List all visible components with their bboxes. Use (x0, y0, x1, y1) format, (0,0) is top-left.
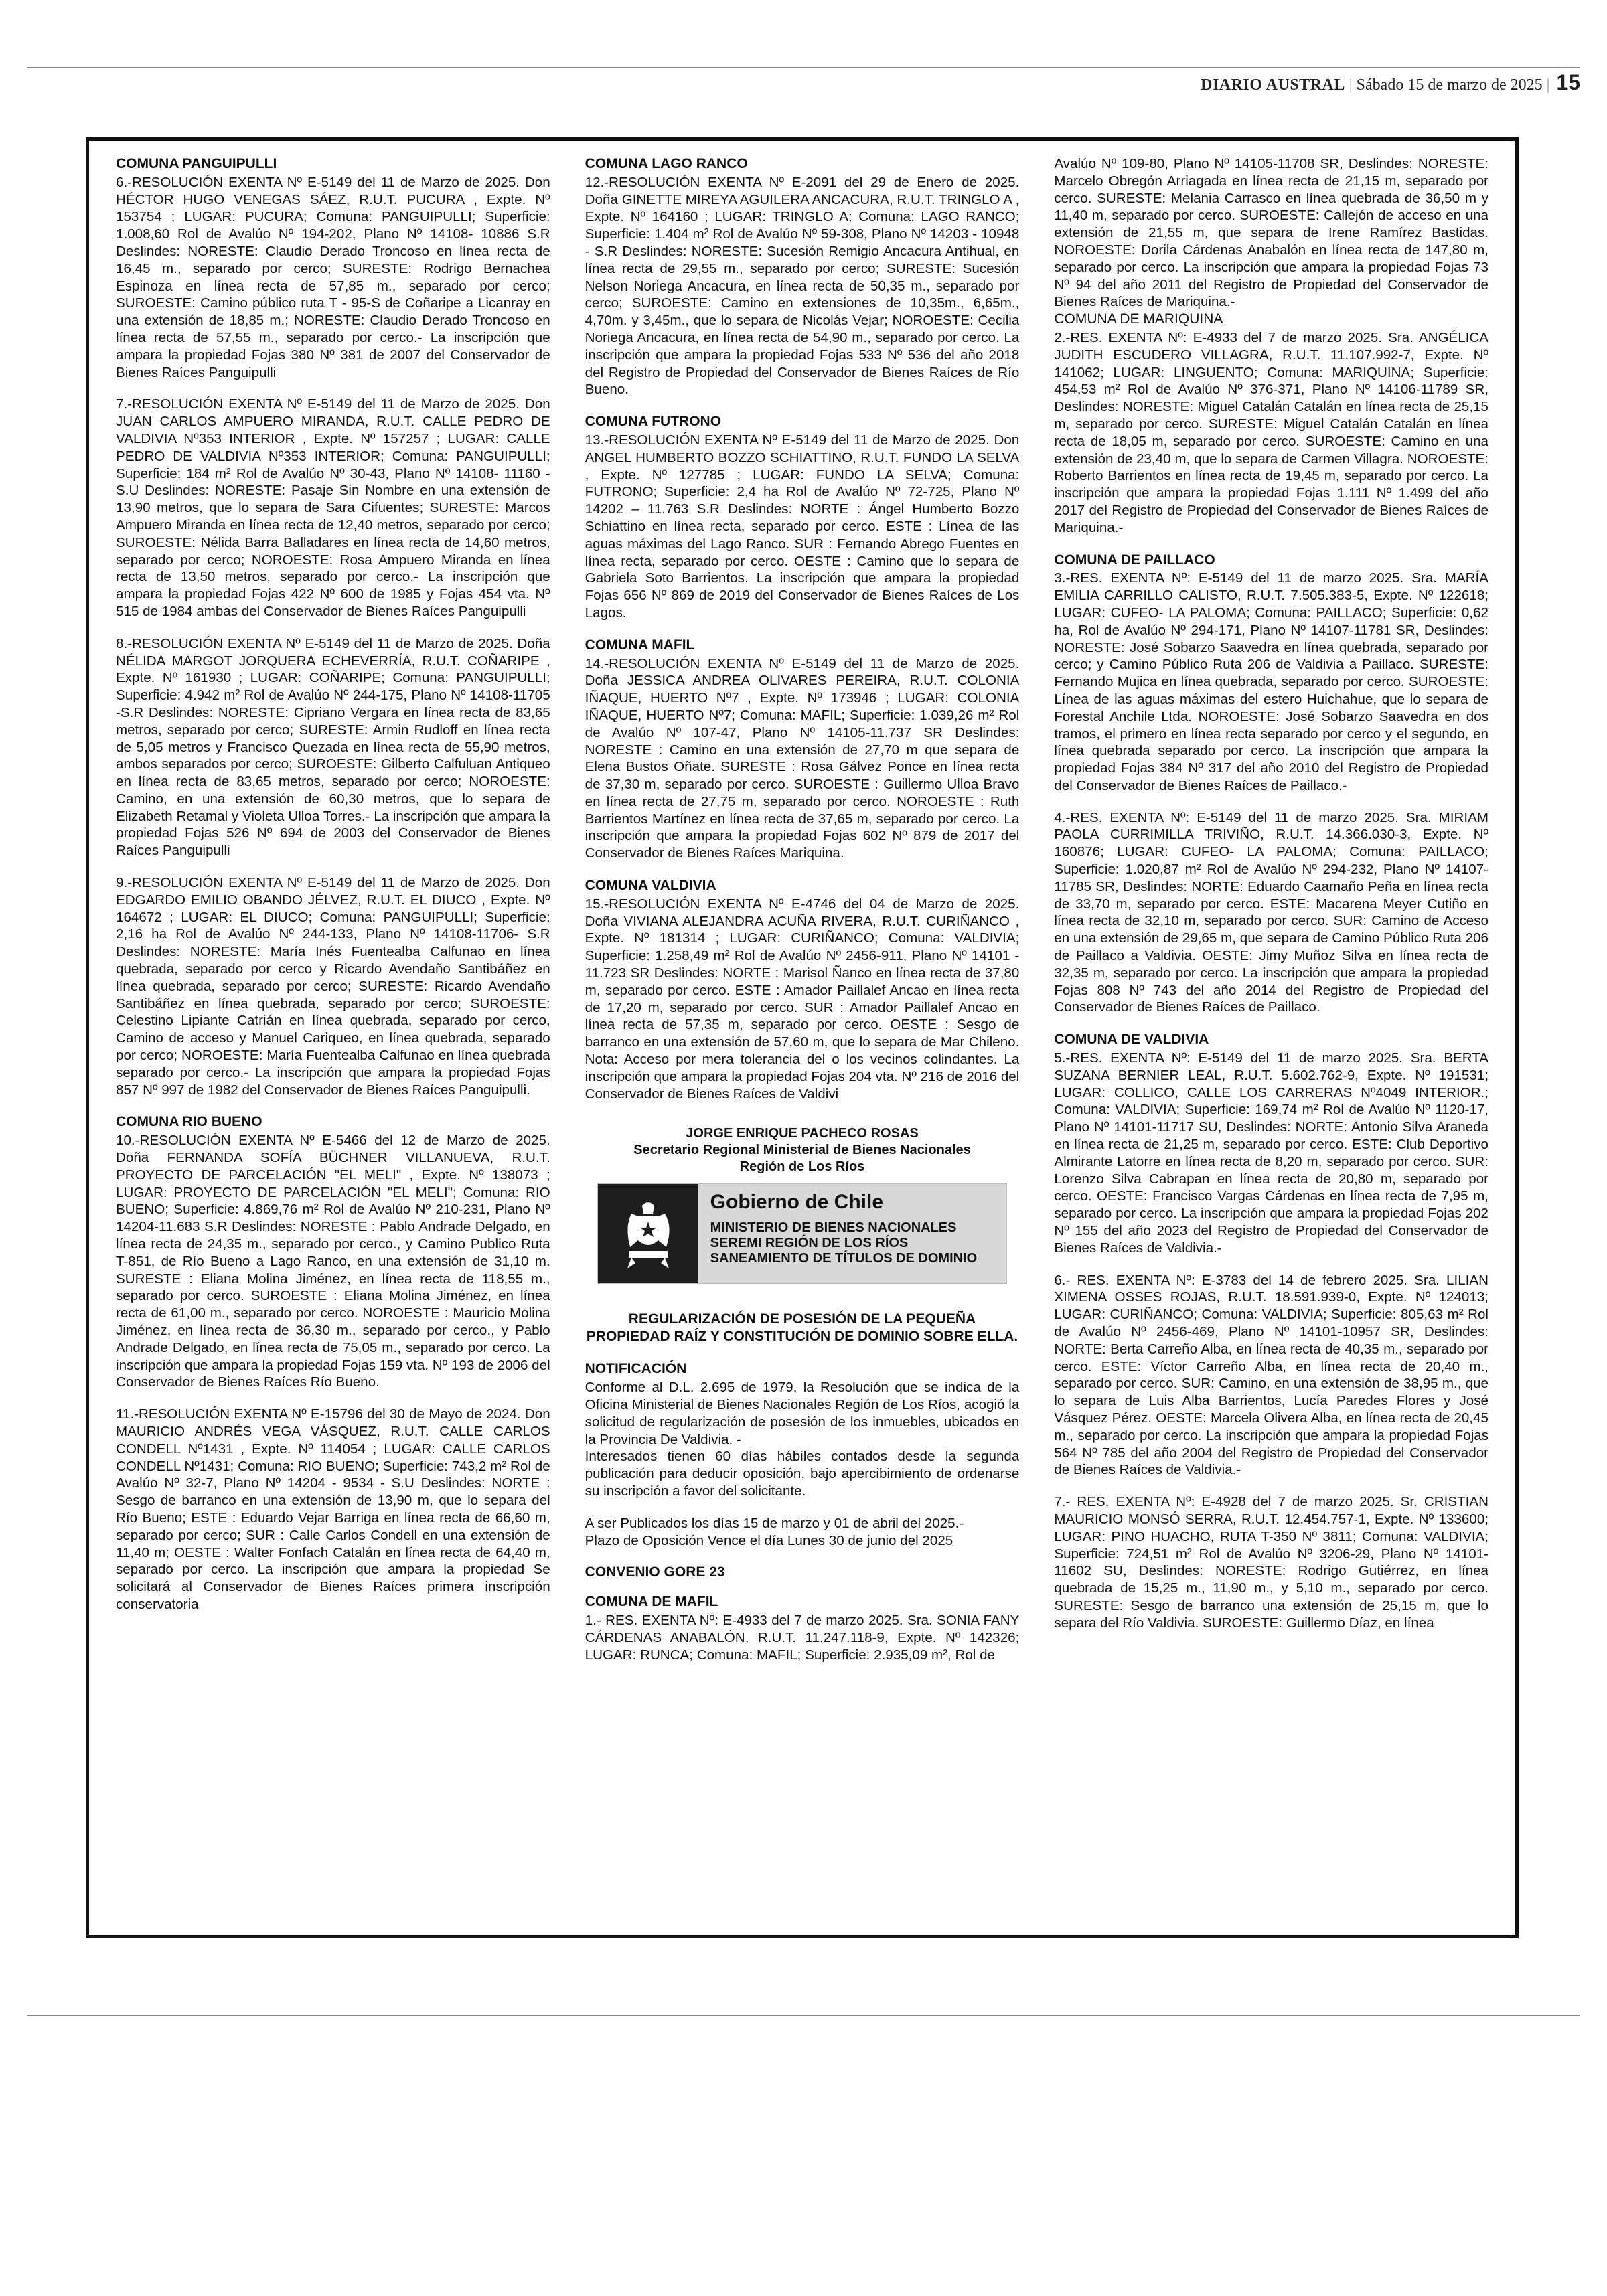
notification-heading: NOTIFICACIÓN (585, 1361, 687, 1377)
program-name: SANEAMIENTO DE TÍTULOS DE DOMINIO (710, 1251, 978, 1266)
notification-text: Conforme al D.L. 2.695 de 1979, la Resolución que se indica de la Oficina Ministerial de Bienes Nacionales Región de Los Ríos, acogió la solicitud de regularización de posesión de los inmuebles, ubicados en la Provincia De Valdivia. - (585, 1380, 1020, 1447)
notice-entry: 7.-RESOLUCIÓN EXENTA Nº E-5149 del 11 de Marzo de 2025. Don JUAN CARLOS AMPUERO MIRANDA, R.U.T. CALLE PEDRO DE VALDIVIA Nº353 INTERIOR , Expte. Nº 157257 ; LUGAR: CALLE PEDRO DE VALDIVIA Nº353 INTERIOR; Comuna: PANGUIPULLI; Superficie: 184 m² Rol de Avalúo Nº 30-43, Plano Nº 14108- 11160 -S.U Deslindes: NORESTE: Pasaje Sin Nombre en una extensión de 13,90 metros, que lo separa de Sara Cifuentes; SURESTE: Marcos Ampuero Miranda en línea recta de 12,40 metros, separado por cerco; SUROESTE: Nélida Barra Balladares en línea recta de 14,60 metros, separado por cerco; NOROESTE: Rosa Ampuero Miranda en línea recta de 13,50 metros, separado por cerco.- La inscripción que ampara la propiedad Fojas 422 Nº 600 de 1985 y Fojas 454 vta. Nº 515 de 1984 ambas del Conservador de Bienes Raíces Panguipulli (116, 396, 550, 619)
notice-entry: 14.-RESOLUCIÓN EXENTA Nº E-5149 del 11 de Marzo de 2025. Doña JESSICA ANDREA OLIVARES PEREIRA, R.U.T. COLONIA IÑAQUE, HUERTO Nº7 , Expte. Nº 173946 ; LUGAR: COLONIA IÑAQUE, HUERTO Nº7; Comuna: MAFIL; Superficie: 1.039,26 m² Rol de Avalúo Nº 107-47, Plano Nº 14105-11.737 SR Deslindes: NORESTE : Camino en una extensión de 27,70 m que separa de Elena Bustos Oñate. SURESTE : Rosa Gálvez Ponce en línea recta de 37,30 m, separado por cerco. SUROESTE : Guillermo Ulloa Bravo en línea recta de 27,75 m, separado por cerco. NOROESTE : Ruth Barrientos Martínez en línea recta de 37,65 m, separado por cerco. La inscripción que ampara la propiedad Fojas 602 Nº 879 de 2017 del Conservador de Bienes Raíces Mariquina. (585, 655, 1020, 862)
legal-notice-frame (86, 137, 1519, 1938)
notice-entry: 12.-RESOLUCIÓN EXENTA Nº E-2091 del 29 de Enero de 2025. Doña GINETTE MIREYA AGUILERA ANCACURA, R.U.T. TRINGLO A , Expte. Nº 164160 ; LUGAR: TRINGLO A; Comuna: LAGO RANCO; Superficie: 1.404 m² Rol de Avalúo Nº 59-308, Plano Nº 14203 - 10948 - S.R Deslindes: NORESTE: Sucesión Remigio Ancacura Antihual, en línea recta de 29,55 m., separado por cerco; SURESTE: Sucesión Nelson Noriega Ancacura, en línea recta de 50,35 m., separado por cerco; SUROESTE: Camino en extensiones de 10,35m., 6,65m., 4,70m. y 3,45m., que lo separa de Nicolás Vejar; NOROESTE: Cecilia Noriega Ancacura, en línea recta de 54,90 m., separado por cerco. La inscripción que ampara la propiedad Fojas 533 Nº 536 del año 2018 del Registro de Propiedad del Conservador de Bienes Raíces de Río Bueno. (585, 174, 1020, 398)
section-heading: COMUNA FUTRONO (585, 414, 722, 430)
section-heading: COMUNA VALDIVIA (585, 878, 716, 894)
notice-entry: 15.-RESOLUCIÓN EXENTA Nº E-4746 del 04 de Marzo de 2025. Doña VIVIANA ALEJANDRA ACUÑA RIVERA, R.U.T. CURIÑANCO , Expte. Nº 181314 ; LUGAR: CURIÑANCO; Comuna: VALDIVIA; Superficie: 1.258,49 m² Rol de Avalúo Nº 2456-911, Plano Nº 14101 - 11.723 SR Deslindes: NORTE : Marisol Ñanco en línea recta de 37,80 m, separado por cerco. ESTE : Amador Paillalef Ancao en línea recta de 17,20 m, separado por cerco. SUR : Amador Paillalef Ancao en línea recta de 57,35 m, separado por cerco. OESTE : Sesgo de barranco en una extensión de 57,60 m, que lo separa de Mar Chileno. Nota: Acceso por mera tolerancia del o los vecinos colindantes. La inscripción que ampara la propiedad Fojas 204 vta. Nº 216 de 2016 del Conservador de Bienes Raíces de Valdivi (585, 896, 1020, 1102)
section-heading: COMUNA LAGO RANCO (585, 156, 748, 171)
ministry-name: MINISTERIO DE BIENES NACIONALES (710, 1220, 957, 1236)
signature-block (585, 1125, 1020, 1175)
signatory-role: Secretario Regional Ministerial de Bienes Nacionales (633, 1143, 971, 1158)
agreement-heading: CONVENIO GORE 23 (585, 1564, 725, 1580)
header-date: Sábado 15 de marzo de 2025 (1356, 76, 1543, 94)
section-heading: COMUNA DE VALDIVIA (1054, 1032, 1209, 1048)
government-text (698, 1184, 1007, 1283)
notice-entry: 10.-RESOLUCIÓN EXENTA Nº E-5466 del 12 de Marzo de 2025. Doña FERNANDA SOFÍA BÜCHNER VILLANUEVA, R.U.T. PROYECTO DE PARCELACIÓN "EL MELI" , Expte. Nº 138073 ; LUGAR: PROYECTO DE PARCELACIÓN "EL MELI"; Comuna: RIO BUENO; Superficie: 4.869,76 m² Rol de Avalúo Nº 210-231, Plano Nº 14204-11.683 S.R Deslindes: NORESTE : Pablo Andrade Delgado, en línea recta de 24,35 m., separado por cerco., y Camino Publico Ruta T-851, de Río Bueno a Lago Ranco, en una extensión de 31,10 m. SURESTE : Eliana Molina Jiménez, en línea recta de 118,55 m., separado por cerco. SUROESTE : Eliana Molina Jiménez, en línea recta de 61,00 m., separado por cerco. NOROESTE : Mauricio Molina Jiménez, en línea recta de 36,30 m., separado por cerco., y Pablo Andrade Delgado, en línea recta de 75,05 m., separado por cerco. La inscripción que ampara la propiedad Fojas 159 vta. Nº 193 de 2006 del Conservador de Bienes Raíces Río Bueno. (116, 1133, 550, 1390)
column-2 (585, 155, 1020, 1921)
chile-coat-of-arms-icon (598, 1184, 698, 1283)
header-masthead: DIARIO AUSTRAL | Sábado 15 de marzo de 2025 | 15 (1201, 70, 1580, 94)
section-heading: COMUNA DE MAFIL (585, 1594, 718, 1610)
notice-entry: Avalúo Nº 109-80, Plano Nº 14105-11708 SR, Deslindes: NORESTE: Marcelo Obregón Arriagada en línea recta de 21,15 m, separado por cerco. SURESTE: Melania Carrasco en línea quebrada de 36,50 m y 11,40 m, separado por cerco. SUROESTE: Callejón de acceso en una extensión de 21,55 m, que separa de Irene Ramírez Bastidas. NOROESTE: Dorila Cárdenas Anabalón en línea recta de 147,80 m, separado por cerco. La inscripción que ampara la propiedad Fojas 73 Nº 94 del año 2011 del Registro de Propiedad del Conservador de Bienes Raíces de Mariquina.- (1054, 156, 1489, 310)
notice-entry: 3.-RES. EXENTA Nº: E-5149 del 11 de marzo 2025. Sra. MARÍA EMILIA CARRILLO CALISTO, R.U.T. 7.505.383-5, Expte. Nº 122618; LUGAR: CUFEO- LA PALOMA; Comuna: PAILLACO; Superficie: 0,62 ha, Rol de Avalúo Nº 294-171, Plano Nº 14107-11781 SR, Deslindes: NORESTE: José Sobarzo Saavedra en línea quebrada, separado por cerco; y Camino Público Ruta 206 de Valdivia a Paillaco. SURESTE: Fernando Mujica en línea quebrada, separado por cerco. SUROESTE: Línea de las aguas máximas del estero Huichahue, que lo separa de Forestal Anchile Ltda. NOROESTE: José Sobarzo Saavedra en dos tramos, el primero en línea recta separado por cerco y el segundo, en línea quebrada separado por cerco. La inscripción que ampara la propiedad Fojas 384 Nº 317 del año 2010 del Registro de Propiedad del Conservador de Bienes Raíces de Paillaco.- (1054, 570, 1489, 793)
seremi-name: SEREMI REGIÓN DE LOS RÍOS (710, 1236, 909, 1251)
notice-entry: 7.- RES. EXENTA Nº: E-4928 del 7 de marzo 2025. Sr. CRISTIAN MAURICIO MONSÓ SERRA, R.U.T. 12.454.757-1, Expte. Nº 133600; LUGAR: PINO HUACHO, RUTA T-350 Nº 3811; Comuna: VALDIVIA; Superficie: 724,51 m² Rol de Avalúo Nº 3206-29, Plano Nº 14101-11602 SU, Deslindes: NORESTE: Rodrigo Gutiérrez, en línea quebrada de 15,25 m., 11,90 m., y 5,10 m., separado por cerco. SURESTE: Sesgo de barranco una extensión de 25,15 m, que lo separa del Río Valdivia. SUROESTE: Guillermo Díaz, en línea (1054, 1494, 1489, 1631)
notice-entry: 2.-RES. EXENTA Nº: E-4933 del 7 de marzo 2025. Sra. ANGÉLICA JUDITH ESCUDERO VILLAGRA, R.U.T. 11.107.992-7, Expte. Nº 141062; LUGAR: LINGUENTO; Comuna: MARIQUINA; Superficie: 454,53 m² Rol de Avalúo Nº 376-371, Plano Nº 14106-11789 SR, Deslindes: NORESTE: Miguel Catalán Catalán en línea recta de 25,15 m, separado por cerco. SURESTE: Miguel Catalán Catalán en línea recta de 18,05 m, separado por cerco. SUROESTE: Camino en una extensión de 23,40 m, que lo separa de Carmen Villagra. NOROESTE: Roberto Barrientos en línea recta de 19,45 m, separado por cerco. La inscripción que ampara la propiedad Fojas 1.111 Nº 1.499 del año 2017 del Registro de Propiedad del Conservador de Bienes Raíces de Mariquina.- (1054, 329, 1489, 536)
opposition-deadline: Plazo de Oposición Vence el día Lunes 30 de junio del 2025 (585, 1532, 953, 1548)
notice-entry: 6.- RES. EXENTA Nº: E-3783 del 14 de febrero 2025. Sra. LILIAN XIMENA OSSES ROJAS, R.U.T. 18.591.939-0, Expte. Nº 124013; LUGAR: CURIÑANCO; Comuna: VALDIVIA; Superficie: 805,63 m² Rol de Avalúo Nº 2456-469, Plano Nº 14101-10957 SR, Deslindes: NORTE: Berta Carreño Alba, en línea recta de 40,35 m., separado por cerco. ESTE: Víctor Carreño Alba, en línea recta de 20,40 m., separado por cerco. SUR: Camino, en una extensión de 38,95 m., que lo separa de Luis Alba Barrientos, Lucía Paredes Flores y José Vásquez Pérez. OESTE: Marcela Olivera Alba, en línea recta de 20,45 m., separado por cerco. La inscripción que ampara la propiedad Fojas 564 Nº 785 del año 2004 del Registro de Propiedad del Conservador de Bienes Raíces de Valdivia.- (1054, 1272, 1489, 1478)
notice-columns (116, 155, 1488, 1921)
column-3 (1054, 155, 1488, 1921)
newspaper-name: DIARIO AUSTRAL (1201, 76, 1345, 94)
section-heading: COMUNA DE MARIQUINA (1054, 311, 1223, 327)
page-number: 15 (1556, 70, 1580, 94)
government-logo-block (597, 1183, 1008, 1284)
regularization-title: REGULARIZACIÓN DE POSESIÓN DE LA PEQUEÑA PROPIEDAD RAÍZ Y CONSTITUCIÓN DE DOMINIO SOBRE ELLA. (586, 1311, 1018, 1345)
notice-entry: 1.- RES. EXENTA Nº: E-4933 del 7 de marzo 2025. Sra. SONIA FANY CÁRDENAS ANABALÓN, R.U.T. 11.247.118-9, Expte. Nº 142326; LUGAR: RUNCA; Comuna: MAFIL; Superficie: 2.935,09 m², Rol de (585, 1613, 1020, 1663)
publication-dates: A ser Publicados los días 15 de marzo y 01 de abril del 2025.- (585, 1515, 964, 1531)
column-1 (116, 155, 550, 1921)
page-header (27, 67, 1580, 94)
notice-entry: 6.-RESOLUCIÓN EXENTA Nº E-5149 del 11 de Marzo de 2025. Don HÉCTOR HUGO VENEGAS SÁEZ, R.U.T. PUCURA , Expte. Nº 153754 ; LUGAR: PUCURA; Comuna: PANGUIPULLI; Superficie: 1.008,60 Rol de Avalúo Nº 194-202, Plano Nº 14108- 10886 S.R Deslindes: NORESTE: Claudio Derado Troncoso en línea recta de 16,45 m., separado por cerco; SURESTE: Rodrigo Bernachea Espinoza en línea recta de 57,85 m., separado por cerco; SUROESTE: Camino público ruta T - 95-S de Coñaripe a Licanray en una extensión de 18,85 m.; NORESTE: Claudio Derado Troncoso en línea recta de 57,55 m., separado por cerco.- La inscripción que ampara la propiedad Fojas 380 Nº 381 de 2007 del Conservador de Bienes Raíces Panguipulli (116, 174, 550, 380)
notice-entry: 5.-RES. EXENTA Nº: E-5149 del 11 de marzo 2025. Sra. BERTA SUZANA BERNIER LEAL, R.U.T. 5.602.762-9, Expte. Nº 191531; LUGAR: COLLICO, CALLE LOS CARRERAS Nº4049 INTERIOR.; Comuna: VALDIVIA; Superficie: 169,74 m² Rol de Avalúo Nº 1120-17, Plano Nº 14101-11717 SU, Deslindes: NORTE: Antonio Silva Araneda en línea recta de 21,25 m, separado por cerco. ESTE: Club Deportivo Almirante Latorre en línea recta de 8,20 m, separado por cerco. SUR: Lorenzo Silva Cabrapan en línea recta de 20,80 m, separado por cerco. OESTE: Francisco Vargas Cárdenas en línea recta de 7,95 m, separado por cerco. La inscripción que ampara la propiedad Fojas 202 Nº 155 del año 2023 del Registro de Propiedad del Conservador de Bienes Raíces de Valdivia.- (1054, 1050, 1489, 1256)
section-heading: COMUNA RIO BUENO (116, 1114, 262, 1130)
notice-entry: 11.-RESOLUCIÓN EXENTA Nº E-15796 del 30 de Mayo de 2024. Don MAURICIO ANDRÉS VEGA VÁSQUEZ, R.U.T. CALLE CARLOS CONDELL Nº1431 , Expte. Nº 114054 ; LUGAR: CALLE CARLOS CONDELL Nº1431; Comuna: RIO BUENO; Superficie: 743,2 m² Rol de Avalúo Nº 32-7, Plano Nº 14204 - 9534 - S.U Deslindes: NORTE : Sesgo de barranco en una extensión de 13,90 m, que lo separa del Río Bueno; ESTE : Eduardo Vejar Barriga en línea recta de 66,60 m, separado por cerco; SUR : Calle Carlos Condell en una extensión de 11,40 m; OESTE : Walter Fonfach Catalán en línea recta de 64,40 m, separado por cerco. La inscripción que ampara la propiedad Se solicitará al Conservador de Bienes Raíces primera inscripción conservatoria (116, 1406, 550, 1612)
government-title: Gobierno de Chile (710, 1191, 884, 1214)
section-heading: COMUNA DE PAILLACO (1054, 552, 1215, 568)
notice-entry: 4.-RES. EXENTA Nº: E-5149 del 11 de marzo 2025. Sra. MIRIAM PAOLA CURRIMILLA TRIVIÑO, R.U.T. 14.366.030-3, Expte. Nº 160876; LUGAR: CUFEO- LA PALOMA; Comuna: PAILLACO; Superficie: 1.020,87 m² Rol de Avalúo Nº 294-232, Plano Nº 14107-11785 SR, Deslindes: NORTE: Eduardo Caamaño Peña en línea recta de 33,70 m, separado por cerco. ESTE: Macarena Meyer Cutiño en línea recta de 32,10 m, separado por cerco. SUR: Camino de Acceso en una extensión de 29,65 m, que separa de Camino Público Ruta 206 de Paillaco a Valdivia. OESTE: Jimy Muñoz Silva en línea recta de 32,35 m, separado por cerco. La inscripción que ampara la propiedad Fojas 808 Nº 743 del año 2014 del Registro de Propiedad del Conservador de Bienes Raíces de Paillaco. (1054, 809, 1489, 1015)
notice-entry: 13.-RESOLUCIÓN EXENTA Nº E-5149 del 11 de Marzo de 2025. Don ANGEL HUMBERTO BOZZO SCHIATTINO, R.U.T. FUNDO LA SELVA , Expte. Nº 127785 ; LUGAR: FUNDO LA SELVA; Comuna: FUTRONO; Superficie: 2,4 ha Rol de Avalúo Nº 72-725, Plano Nº 14202 – 11.763 S.R Deslindes: NORTE : Ángel Humberto Bozzo Schiattino en línea recta, separado por cerco. ESTE : Línea de las aguas máximas del Lago Ranco. SUR : Fernando Abrego Fuentes en línea recta, separado por cerco. OESTE : Camino que lo separa de Gabriela Soto Barrientos. La inscripción que ampara la propiedad Fojas 656 Nº 869 de 2019 del Conservador de Bienes Raíces de Los Lagos. (585, 432, 1020, 621)
notification-text: Interesados tienen 60 días hábiles contados desde la segunda publicación para deducir oposición, bajo apercibimiento de ordenarse su inscripción a favor del solicitante. (585, 1449, 1020, 1499)
signatory-name: JORGE ENRIQUE PACHECO ROSAS (686, 1126, 919, 1141)
notice-entry: 8.-RESOLUCIÓN EXENTA Nº E-5149 del 11 de Marzo de 2025. Doña NÉLIDA MARGOT JORQUERA ECHEVERRÍA, R.U.T. COÑARIPE , Expte. Nº 161930 ; LUGAR: COÑARIPE; Comuna: PANGUIPULLI; Superficie: 4.942 m² Rol de Avalúo Nº 244-175, Plano Nº 14108-11705 -S.R Deslindes: NORESTE: Cipriano Vergara en línea recta de 83,65 metros, separado por cerco; SURESTE: Armin Rudloff en línea recta de 5,05 metros y Francisco Quezada en línea recta de 55,90 metros, ambos separados por cerco; SUROESTE: Gilberto Calfuluan Antiqueo en línea recta de 83,65 metros, separado por cerco; NOROESTE: Camino, en una extensión de 60,30 metros, que lo separa de Elizabeth Retamal y Violeta Ulloa Torres.- La inscripción que ampara la propiedad Fojas 526 Nº 694 de 2003 del Conservador de Bienes Raíces Panguipulli (116, 635, 550, 859)
signatory-region: Región de Los Ríos (739, 1159, 865, 1175)
footer-rule (27, 2015, 1580, 2016)
section-heading: COMUNA PANGUIPULLI (116, 156, 277, 171)
section-heading: COMUNA MAFIL (585, 637, 695, 653)
notice-entry: 9.-RESOLUCIÓN EXENTA Nº E-5149 del 11 de Marzo de 2025. Don EDGARDO EMILIO OBANDO JÉLVEZ, R.U.T. EL DIUCO , Expte. Nº 164672 ; LUGAR: EL DIUCO; Comuna: PANGUIPULLI; Superficie: 2,16 ha Rol de Avalúo Nº 244-133, Plano Nº 14108-11706- S.R Deslindes: NORESTE: María Inés Fuentealba Calfunao en línea quebrada, separado por cerco y Ricardo Avendaño Santibáñez en línea quebrada, separado por cerco; SURESTE: Ricardo Avendaño Santibáñez en línea quebrada, separado por cerco; SUROESTE: Celestino Lipiante Catrián en línea quebrada, separado por cerco, Camino de acceso y Manuel Cariqueo, en línea quebrada, separado por cerco; NOROESTE: María Fuentealba Calfunao en línea quebrada separado por cerco.- La inscripción que ampara la propiedad Fojas 857 Nº 997 de 1982 del Conservador de Bienes Raíces Panguipulli. (116, 875, 550, 1098)
